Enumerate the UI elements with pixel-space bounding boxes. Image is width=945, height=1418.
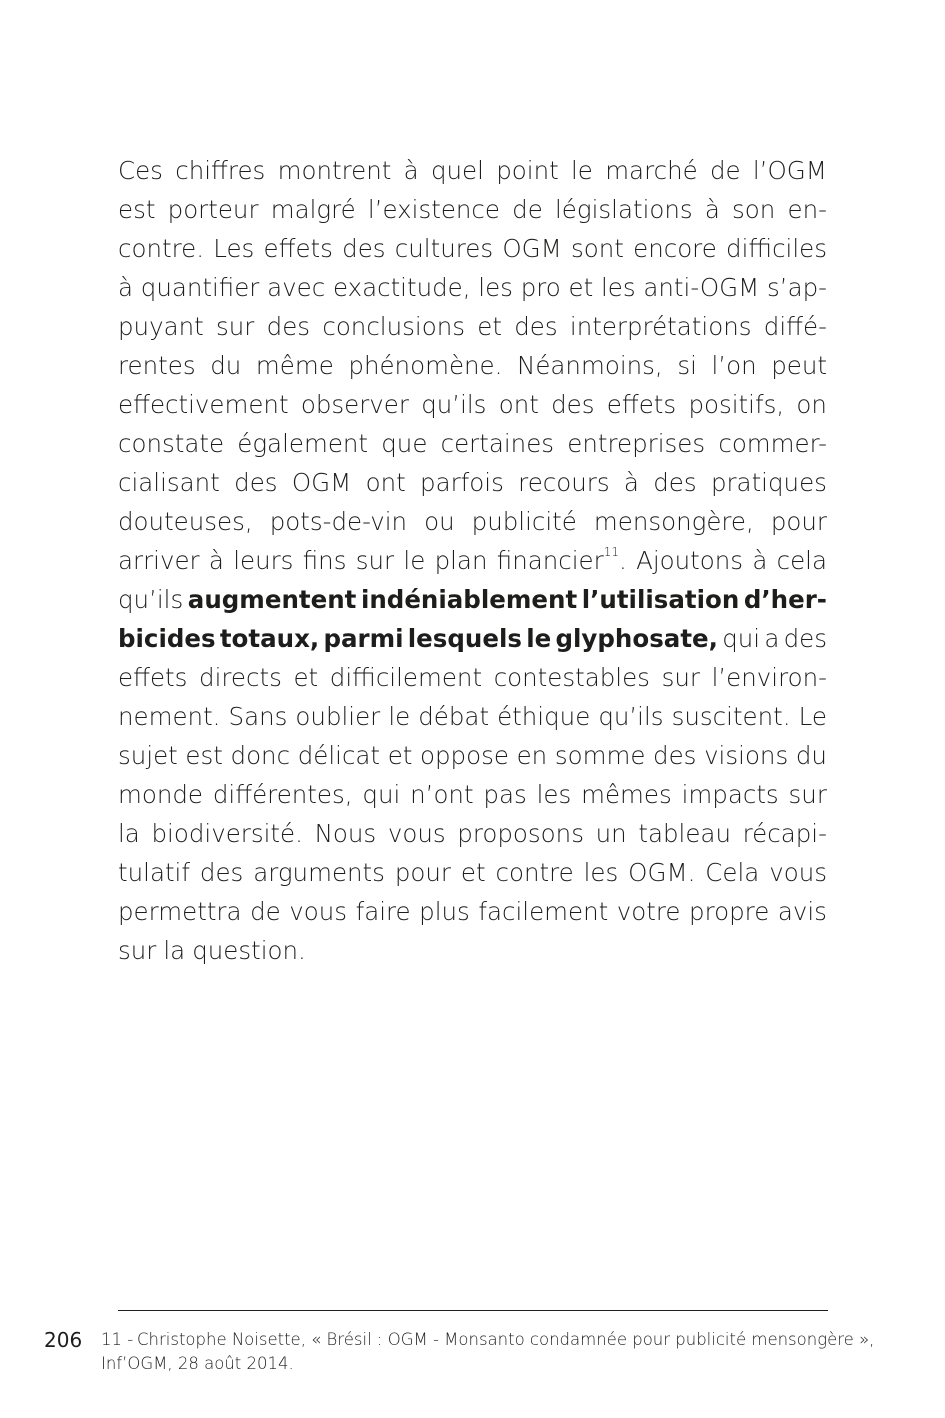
word: cultures — [394, 234, 494, 263]
word: somme — [554, 741, 646, 770]
word: des — [783, 624, 827, 653]
word: des — [234, 468, 278, 497]
word: oublier — [295, 702, 381, 731]
word: Nous — [314, 819, 377, 848]
word: malgré — [270, 195, 356, 224]
text-line — [118, 736, 827, 775]
word: des — [514, 312, 558, 341]
word: sur — [216, 312, 255, 341]
text-line — [118, 307, 827, 346]
word: les — [600, 273, 636, 302]
word: arriver — [118, 546, 200, 575]
footnote-first-line — [101, 1328, 875, 1352]
text-line — [118, 385, 827, 424]
word: mensongère, — [593, 507, 754, 536]
text-line — [118, 931, 827, 970]
text-line — [118, 697, 827, 736]
word: et — [387, 741, 413, 770]
word: parfois — [420, 468, 504, 497]
word: rentes — [118, 351, 196, 380]
word: et — [568, 273, 594, 302]
word: effets — [263, 234, 333, 263]
word: éthique — [497, 702, 591, 731]
word: faire — [355, 897, 411, 926]
text-line — [118, 619, 827, 658]
footnote-separator — [118, 1310, 828, 1311]
word: débat — [418, 702, 490, 731]
word: tableau — [638, 819, 731, 848]
word: de — [250, 897, 281, 926]
text-line — [118, 853, 827, 892]
word: entreprises — [567, 429, 706, 458]
word: porteur — [167, 195, 259, 224]
word: OGM. — [628, 858, 696, 887]
word: en — [516, 741, 548, 770]
word: sont — [571, 234, 624, 263]
text-line — [118, 580, 827, 619]
word: à — [623, 468, 639, 497]
body-paragraph — [118, 151, 827, 970]
word: facilement — [478, 897, 609, 926]
word: douteuses, — [118, 507, 253, 536]
word: à — [208, 546, 224, 575]
word: contre. — [118, 234, 204, 263]
word: cialisant — [118, 468, 220, 497]
word: Néanmoins, — [517, 351, 663, 380]
word: commer- — [718, 429, 827, 458]
word: constate — [118, 429, 225, 458]
word: on — [796, 390, 827, 419]
word: qu’ils — [421, 390, 487, 419]
word: n’ont — [410, 780, 474, 809]
word: du — [795, 741, 827, 770]
word: quantifier — [140, 273, 260, 302]
word: Ajoutons — [636, 546, 744, 575]
text-line — [118, 892, 827, 931]
word: OGM — [502, 234, 562, 263]
word: pour — [394, 858, 451, 887]
word: du — [210, 351, 242, 380]
word: vous — [769, 858, 827, 887]
word: le — [403, 546, 426, 575]
word: et — [293, 663, 319, 692]
word: que — [381, 429, 428, 458]
word: l’environ- — [711, 663, 827, 692]
word: et — [460, 858, 486, 887]
word: un — [595, 819, 627, 848]
word: qu’ils — [598, 702, 664, 731]
word: effectivement — [118, 390, 289, 419]
word: publicité — [471, 507, 577, 536]
word: Sans — [228, 702, 288, 731]
word: votre — [616, 897, 681, 926]
word: point — [496, 156, 559, 185]
word: fins — [302, 546, 347, 575]
bold-word: indéniablement — [360, 585, 578, 614]
word: effets — [606, 390, 677, 419]
word: difficilement — [329, 663, 483, 692]
word: les — [478, 273, 513, 302]
word: de — [709, 156, 741, 185]
bold-word: augmentent — [187, 585, 357, 614]
footnote-number: 11 - — [101, 1330, 134, 1349]
word: nement. — [118, 702, 221, 731]
word: oppose — [420, 741, 509, 770]
word: la — [163, 936, 186, 965]
word: quel — [430, 156, 484, 185]
word: de — [512, 195, 543, 224]
word: les — [583, 858, 619, 887]
word: délicat — [297, 741, 381, 770]
footnote-continuation: Inf’OGM, 28 août 2014. — [101, 1354, 294, 1373]
word: contestables — [493, 663, 650, 692]
word: plan — [434, 546, 488, 575]
word: contre — [495, 858, 574, 887]
word: peut — [771, 351, 827, 380]
word: s’ap- — [767, 273, 827, 302]
word: positifs, — [688, 390, 785, 419]
bold-word: parmi — [323, 624, 404, 653]
word: des — [551, 390, 595, 419]
word: vous — [387, 819, 446, 848]
word: sur — [788, 780, 827, 809]
word: mêmes — [581, 780, 672, 809]
word: à — [403, 156, 419, 185]
word: pour — [770, 507, 827, 536]
word: donc — [230, 741, 291, 770]
word: ont — [365, 468, 406, 497]
word: son — [732, 195, 776, 224]
word: observer — [300, 390, 409, 419]
word: l’on — [711, 351, 757, 380]
word: différentes, — [212, 780, 353, 809]
word: visions — [704, 741, 789, 770]
word: plus — [419, 897, 470, 926]
bold-word: le — [526, 624, 552, 653]
word: sur — [355, 546, 395, 575]
word: pratiques — [710, 468, 827, 497]
word: l’OGM — [752, 156, 827, 185]
word: encore — [633, 234, 717, 263]
word: proposons — [457, 819, 584, 848]
word: anti-OGM — [643, 273, 760, 302]
word: sujet — [118, 741, 178, 770]
word: Le — [798, 702, 827, 731]
word: recours — [518, 468, 610, 497]
word: leurs — [233, 546, 294, 575]
text-line — [118, 814, 827, 853]
word: qui — [362, 780, 401, 809]
text-line — [118, 346, 827, 385]
word: interprétations — [569, 312, 752, 341]
word: la — [118, 819, 140, 848]
text-line — [118, 190, 827, 229]
word: monde — [118, 780, 204, 809]
word: avec — [267, 273, 326, 302]
word: vous — [289, 897, 348, 926]
word: des — [266, 312, 311, 341]
text-line — [118, 658, 827, 697]
page-number: 206 — [44, 1328, 83, 1352]
bold-word: bicides — [118, 624, 216, 653]
word: également — [237, 429, 369, 458]
word: pots-de-vin — [269, 507, 408, 536]
bold-word: totaux, — [219, 624, 320, 653]
word: phénomène. — [348, 351, 503, 380]
word: exactitude, — [332, 273, 471, 302]
word: ou — [424, 507, 455, 536]
word: pas — [483, 780, 527, 809]
word: question. — [192, 936, 306, 965]
word: arguments — [253, 858, 385, 887]
word: des — [199, 858, 244, 887]
word: législations — [554, 195, 693, 224]
text-line — [118, 424, 827, 463]
word: certaines — [440, 429, 555, 458]
text-line — [118, 229, 827, 268]
word: avis — [777, 897, 827, 926]
word: conclusions — [322, 312, 465, 341]
word: a — [764, 624, 780, 653]
word: en- — [787, 195, 827, 224]
word: ont — [498, 390, 539, 419]
word: propre — [689, 897, 770, 926]
word: montrent — [277, 156, 392, 185]
word: les — [536, 780, 572, 809]
word: tulatif — [118, 858, 190, 887]
punctuation: . — [618, 546, 627, 575]
word: impacts — [681, 780, 779, 809]
word: permettra — [118, 897, 242, 926]
word: puyant — [118, 312, 204, 341]
footnote-reference[interactable]: 11 — [603, 545, 619, 559]
word: et — [477, 312, 502, 341]
word: Cela — [705, 858, 760, 887]
word: difficiles — [726, 234, 827, 263]
word: marché — [605, 156, 698, 185]
word: l’existence — [367, 195, 500, 224]
bold-word: d’her- — [743, 585, 827, 614]
text-line — [118, 775, 827, 814]
word: à — [118, 273, 134, 302]
footnote — [101, 1328, 875, 1376]
text-line — [118, 463, 827, 502]
word: qui — [722, 624, 761, 653]
word: des — [342, 234, 386, 263]
word: diffé- — [763, 312, 827, 341]
bold-word: l’utilisation — [581, 585, 740, 614]
word: le — [388, 702, 411, 731]
text-line — [118, 502, 827, 541]
word: qu’ils — [118, 585, 184, 614]
text-line — [118, 151, 827, 190]
word-with-footnote-ref — [497, 541, 627, 580]
word: est — [118, 195, 156, 224]
footnote-text: Christophe Noisette, « Brésil : OGM - Monsanto condamnée pour publicité mensongère », — [137, 1330, 875, 1349]
word: si — [677, 351, 697, 380]
word: Ces — [118, 156, 163, 185]
word: des — [653, 741, 697, 770]
word: cela — [776, 546, 827, 575]
word: pro — [520, 273, 561, 302]
word: des — [653, 468, 697, 497]
word: sur — [118, 936, 157, 965]
word: le — [571, 156, 593, 185]
bold-word: glyphosate, — [555, 624, 718, 653]
word: suscitent. — [671, 702, 791, 731]
bold-word: lesquels — [407, 624, 522, 653]
word: chiffres — [175, 156, 266, 185]
word: effets — [118, 663, 188, 692]
word: à — [752, 546, 768, 575]
word: même — [255, 351, 334, 380]
word: biodiversité. — [151, 819, 303, 848]
text-line — [118, 541, 827, 580]
word: sur — [661, 663, 700, 692]
word: OGM — [291, 468, 352, 497]
text-line — [118, 268, 827, 307]
word: Les — [213, 234, 255, 263]
word: directs — [199, 663, 282, 692]
word: récapi- — [742, 819, 827, 848]
word: est — [185, 741, 223, 770]
word: financier — [496, 546, 604, 575]
word: à — [704, 195, 720, 224]
